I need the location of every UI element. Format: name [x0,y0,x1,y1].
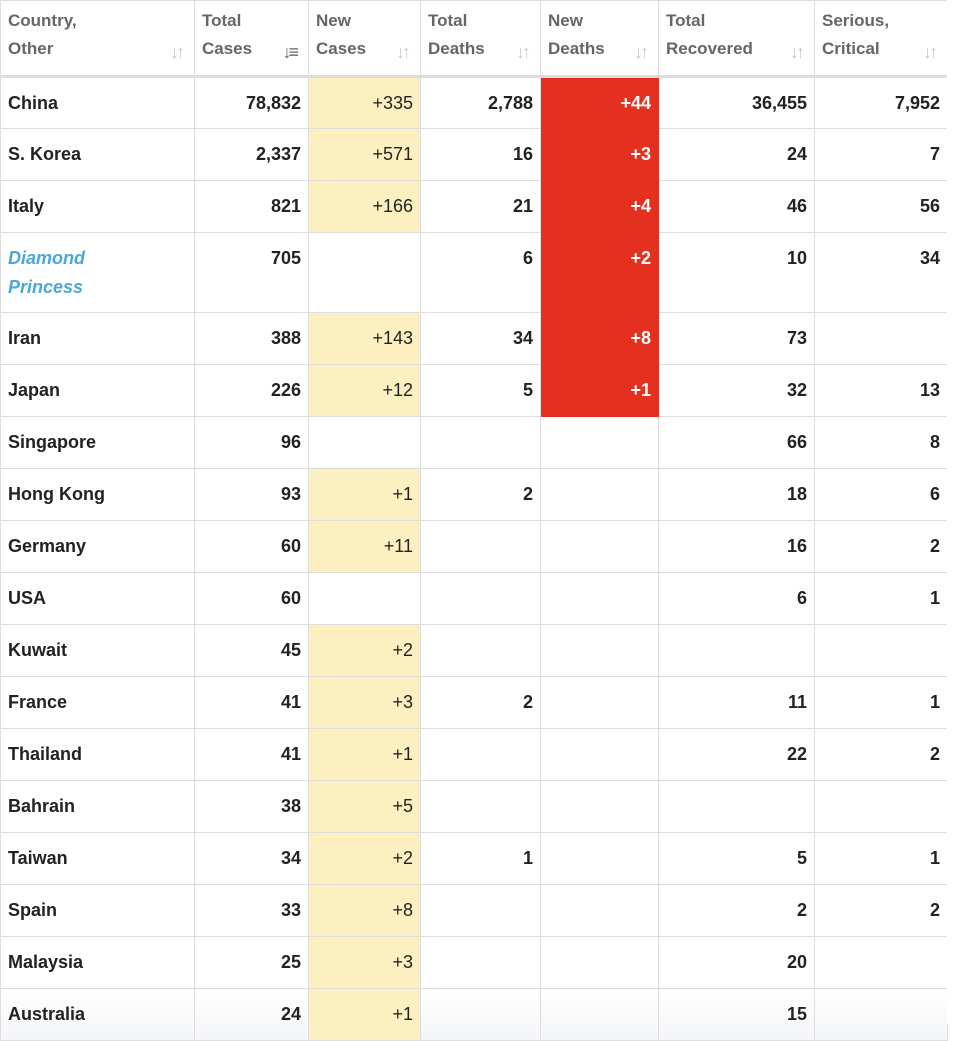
country-cell: Italy [1,181,195,233]
sort-icon[interactable]: ↓↑ [790,42,802,62]
new-cases-cell: +2 [309,625,421,677]
total-recovered-cell: 46 [659,181,815,233]
total-deaths-cell [421,729,541,781]
total-cases-cell: 25 [195,937,309,989]
country-cell: Hong Kong [1,469,195,521]
table-row [1,129,948,181]
total-deaths-cell: 2,788 [421,77,541,129]
country-cell: USA [1,573,195,625]
serious-critical-cell: 7 [815,129,948,181]
country-cell: France [1,677,195,729]
table-row [1,885,948,937]
total-cases-cell: 96 [195,417,309,469]
column-header-label: Total Deaths [428,11,485,58]
right-edge [947,0,954,1024]
total-deaths-cell: 6 [421,233,541,313]
serious-critical-cell: 2 [815,885,948,937]
country-cell: Singapore [1,417,195,469]
new-deaths-cell: +1 [541,365,659,417]
new-deaths-cell [541,521,659,573]
total-cases-cell: 821 [195,181,309,233]
new-deaths-cell [541,469,659,521]
new-deaths-cell [541,833,659,885]
new-cases-cell [309,573,421,625]
serious-critical-cell: 8 [815,417,948,469]
table-body [1,77,948,1041]
total-cases-cell: 60 [195,521,309,573]
total-deaths-cell: 16 [421,129,541,181]
country-cell: Australia [1,989,195,1041]
new-cases-cell: +1 [309,729,421,781]
new-cases-cell: +2 [309,833,421,885]
total-deaths-cell: 34 [421,313,541,365]
total-deaths-cell: 5 [421,365,541,417]
country-cell: Bahrain [1,781,195,833]
country-cell: S. Korea [1,129,195,181]
total-deaths-cell [421,417,541,469]
new-cases-cell: +335 [309,77,421,129]
sort-icon[interactable]: ↓↑ [396,42,408,62]
new-cases-cell: +11 [309,521,421,573]
country-cell: Kuwait [1,625,195,677]
new-cases-cell: +3 [309,677,421,729]
serious-critical-cell [815,989,948,1041]
serious-critical-cell: 2 [815,729,948,781]
new-deaths-cell [541,417,659,469]
table-row [1,625,948,677]
total-deaths-cell [421,625,541,677]
serious-critical-cell: 6 [815,469,948,521]
serious-critical-cell: 7,952 [815,77,948,129]
total-cases-cell: 33 [195,885,309,937]
total-recovered-cell: 24 [659,129,815,181]
total-cases-cell: 24 [195,989,309,1041]
total-deaths-cell [421,781,541,833]
column-header-label: Country, Other [8,11,77,58]
country-cell: China [1,77,195,129]
total-deaths-cell: 2 [421,469,541,521]
total-deaths-cell [421,989,541,1041]
sort-icon[interactable]: ↓↑ [634,42,646,62]
country-cell: Taiwan [1,833,195,885]
new-deaths-cell: +3 [541,129,659,181]
new-cases-cell: +571 [309,129,421,181]
total-recovered-cell: 5 [659,833,815,885]
serious-critical-cell [815,313,948,365]
serious-critical-cell [815,781,948,833]
new-cases-cell: +166 [309,181,421,233]
table-row [1,781,948,833]
table-row [1,521,948,573]
total-recovered-cell [659,781,815,833]
table-row [1,573,948,625]
new-deaths-cell: +44 [541,77,659,129]
serious-critical-cell: 2 [815,521,948,573]
table-row [1,677,948,729]
table-row [1,989,948,1041]
column-header-new-deaths[interactable] [541,1,659,77]
table-row [1,365,948,417]
total-recovered-cell: 66 [659,417,815,469]
total-deaths-cell [421,885,541,937]
serious-critical-cell: 1 [815,573,948,625]
sort-icon[interactable]: ↓↑ [170,42,182,62]
total-cases-cell: 34 [195,833,309,885]
new-deaths-cell [541,729,659,781]
total-cases-cell: 38 [195,781,309,833]
total-cases-cell: 93 [195,469,309,521]
serious-critical-cell: 13 [815,365,948,417]
total-recovered-cell: 20 [659,937,815,989]
total-cases-cell: 78,832 [195,77,309,129]
country-cell: Thailand [1,729,195,781]
total-recovered-cell: 73 [659,313,815,365]
serious-critical-cell: 56 [815,181,948,233]
country-cell: Iran [1,313,195,365]
column-header-label: Total Recovered [666,11,753,58]
total-recovered-cell: 22 [659,729,815,781]
total-recovered-cell: 6 [659,573,815,625]
table-row [1,417,948,469]
total-deaths-cell [421,573,541,625]
total-cases-cell: 60 [195,573,309,625]
serious-critical-cell: 34 [815,233,948,313]
country-cell: Germany [1,521,195,573]
total-recovered-cell: 18 [659,469,815,521]
new-cases-cell [309,233,421,313]
column-header-country[interactable] [1,1,195,77]
new-deaths-cell: +8 [541,313,659,365]
total-cases-cell: 226 [195,365,309,417]
new-deaths-cell [541,937,659,989]
total-cases-cell: 45 [195,625,309,677]
new-deaths-cell [541,989,659,1041]
new-cases-cell: +3 [309,937,421,989]
new-deaths-cell [541,677,659,729]
new-deaths-cell [541,573,659,625]
new-deaths-cell: +4 [541,181,659,233]
serious-critical-cell: 1 [815,833,948,885]
new-deaths-cell [541,885,659,937]
column-header-label: Total Cases [202,11,253,58]
column-header-label: Serious, Critical [822,11,890,58]
total-deaths-cell: 21 [421,181,541,233]
column-header-new-cases[interactable] [309,1,421,77]
total-recovered-cell: 11 [659,677,815,729]
new-cases-cell: +8 [309,885,421,937]
country-cell: Japan [1,365,195,417]
total-recovered-cell: 32 [659,365,815,417]
sort-desc-icon[interactable]: ↓≡ [282,42,296,62]
table-row [1,469,948,521]
sort-icon[interactable]: ↓↑ [923,42,935,62]
total-deaths-cell: 1 [421,833,541,885]
new-cases-cell [309,417,421,469]
country-cell[interactable]: Diamond Princess [1,233,195,313]
new-deaths-cell [541,625,659,677]
table-row [1,937,948,989]
total-recovered-cell: 10 [659,233,815,313]
table-row [1,181,948,233]
table-row [1,313,948,365]
sort-icon[interactable]: ↓↑ [516,42,528,62]
total-cases-cell: 2,337 [195,129,309,181]
new-cases-cell: +12 [309,365,421,417]
new-deaths-cell [541,781,659,833]
table-row [1,833,948,885]
total-cases-cell: 41 [195,729,309,781]
country-cell: Malaysia [1,937,195,989]
total-recovered-cell: 15 [659,989,815,1041]
total-deaths-cell [421,521,541,573]
total-recovered-cell: 36,455 [659,77,815,129]
total-deaths-cell: 2 [421,677,541,729]
serious-critical-cell [815,937,948,989]
new-deaths-cell: +2 [541,233,659,313]
total-cases-cell: 705 [195,233,309,313]
total-recovered-cell [659,625,815,677]
serious-critical-cell: 1 [815,677,948,729]
column-header-serious-critical[interactable] [815,1,948,77]
new-cases-cell: +1 [309,469,421,521]
column-header-total-deaths[interactable] [421,1,541,77]
new-cases-cell: +1 [309,989,421,1041]
table-row [1,233,948,313]
new-cases-cell: +5 [309,781,421,833]
total-recovered-cell: 16 [659,521,815,573]
column-header-total-cases[interactable] [195,1,309,77]
total-deaths-cell [421,937,541,989]
table-row [1,77,948,129]
total-cases-cell: 41 [195,677,309,729]
serious-critical-cell [815,625,948,677]
header-row [1,1,948,77]
column-header-label: New Deaths [548,11,605,58]
country-cell: Spain [1,885,195,937]
total-cases-cell: 388 [195,313,309,365]
column-header-label: New Cases [316,11,367,58]
new-cases-cell: +143 [309,313,421,365]
total-recovered-cell: 2 [659,885,815,937]
column-header-total-recovered[interactable] [659,1,815,77]
table-row [1,729,948,781]
